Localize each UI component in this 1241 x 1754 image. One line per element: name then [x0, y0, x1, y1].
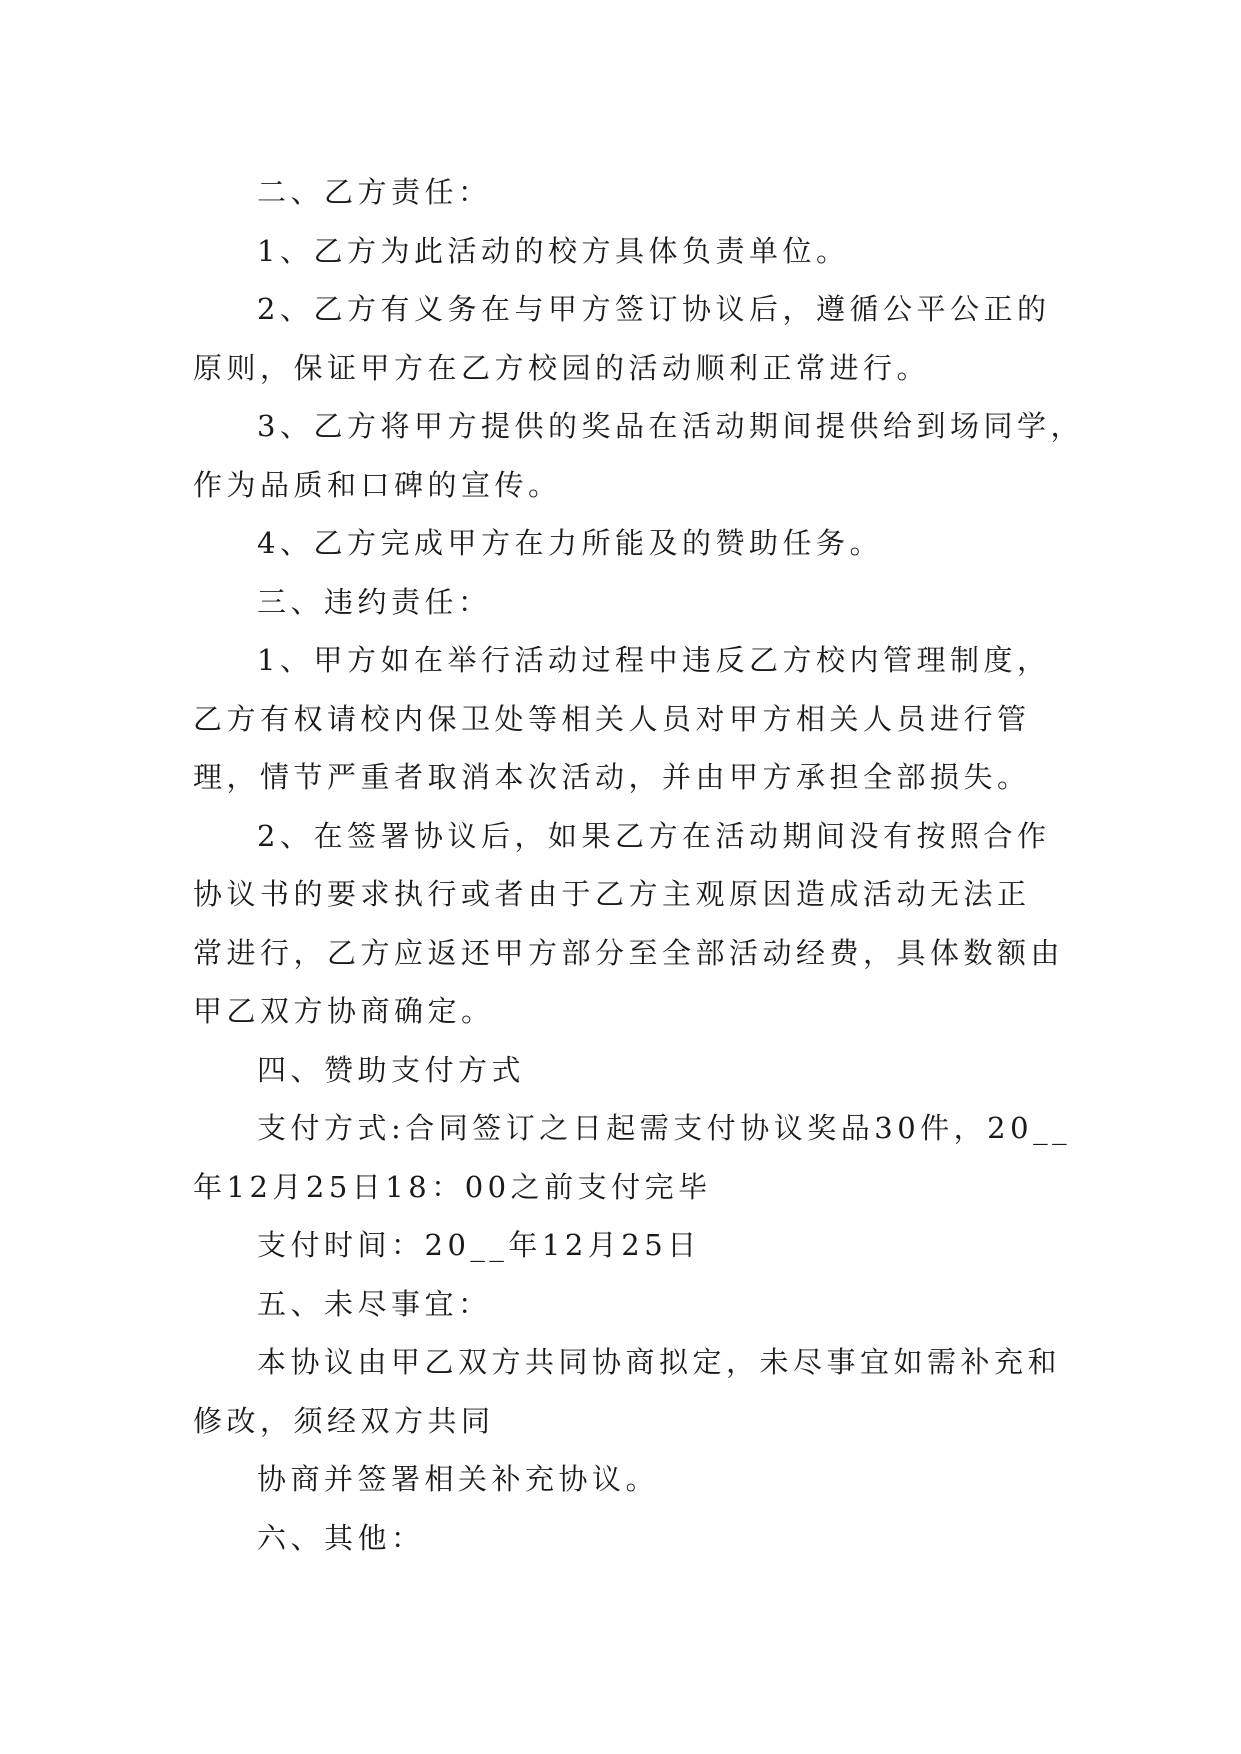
paragraph-line: 作为品质和口碑的宣传。 [193, 467, 562, 502]
paragraph-line: 3、乙方将甲方提供的奖品在活动期间提供给到场同学， [257, 409, 1084, 443]
paragraph-line: 乙方有权请校内保卫处等相关人员对甲方相关人员进行管 [193, 701, 1031, 736]
paragraph-line: 1、甲方如在举行活动过程中违反乙方校内管理制度， [257, 643, 1051, 677]
paragraph-line: 1、乙方为此活动的校方具体负责单位。 [257, 233, 850, 268]
paragraph-line: 2、乙方有义务在与甲方签订协议后，遵循公平公正的 [257, 292, 1051, 326]
paragraph-line: 支付方式:合同签订之日起需支付协议奖品30件，20__ [257, 1111, 1072, 1145]
paragraph-line: 2、在签署协议后，如果乙方在活动期间没有按照合作 [257, 818, 1051, 853]
paragraph-line: 协商并签署相关补充协议。 [257, 1462, 660, 1496]
paragraph-line: 修改，须经双方共同 [193, 1403, 495, 1438]
paragraph-line: 甲乙双方协商确定。 [193, 994, 495, 1028]
paragraph-line: 支付时间：20__年12月25日 [257, 1228, 701, 1262]
section-heading-other-matters: 五、未尽事宜： [257, 1286, 492, 1321]
paragraph-line: 理，情节严重者取消本次活动，并由甲方承担全部损失。 [193, 760, 1031, 794]
paragraph-line: 常进行，乙方应返还甲方部分至全部活动经费，具体数额由 [193, 935, 1065, 970]
section-heading-payment: 四、赞助支付方式 [257, 1052, 526, 1087]
section-heading-party-b-duties: 二、乙方责任： [257, 175, 492, 209]
section-heading-breach: 三、违约责任： [257, 584, 492, 619]
section-heading-others: 六、其他： [257, 1520, 425, 1555]
paragraph-line: 年12月25日18：00之前支付完毕 [193, 1169, 712, 1204]
paragraph-line: 原则，保证甲方在乙方校园的活动顺利正常进行。 [193, 350, 931, 385]
paragraph-line: 本协议由甲乙双方共同协商拟定，未尽事宜如需补充和 [257, 1345, 1062, 1379]
paragraph-line: 协议书的要求执行或者由于乙方主观原因造成活动无法正 [193, 877, 1031, 911]
document-body [193, 163, 1084, 1567]
paragraph-line: 4、乙方完成甲方在力所能及的赞助任务。 [257, 526, 883, 560]
